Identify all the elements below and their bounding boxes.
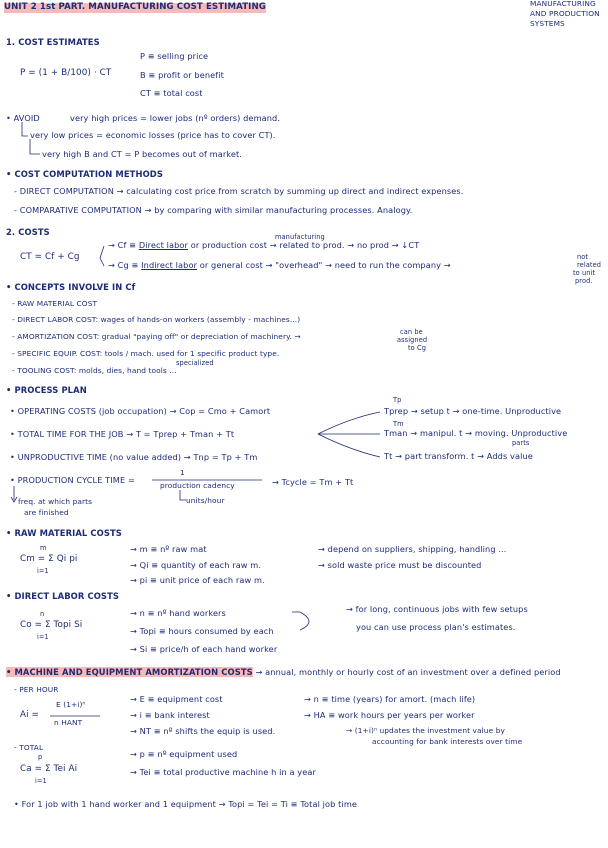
header-topright-3: SYSTEMS	[530, 19, 565, 28]
final-note: • For 1 job with 1 hand worker and 1 equipment → Topi = Tei = Ti ≡ Total job time	[14, 799, 358, 809]
ct-definition: CT ≡ total cost	[140, 88, 203, 98]
cycle-units-hook	[180, 490, 186, 500]
cycle-result: → Tcycle = Tm + Tt	[272, 477, 354, 487]
e-def: → E ≡ equipment cost	[130, 694, 223, 704]
ca-formula: Ca = Σ Tei Ai	[20, 764, 78, 774]
dl-note-2: you can use process plan's estimates.	[356, 622, 516, 632]
operating-costs: • OPERATING COSTS (job occupation) → Cop = Cmo + Camort	[10, 406, 271, 416]
dl-formula: Co = Σ Topi Si	[20, 620, 83, 630]
header-topright-1: MANUFACTURING	[530, 0, 596, 8]
avoid-line-2: very low prices = economic losses (price has to cover CT).	[30, 130, 276, 140]
specific-equip-cost: - SPECIFIC EQUIP. COST: tools / mach. used for 1 specific product type.	[12, 349, 280, 358]
i-def: → i ≡ bank interest	[130, 710, 210, 720]
ct-formula: CT = Cf + Cg	[20, 252, 80, 262]
tp-label: Tp	[393, 396, 402, 404]
ca-sum-lower: i=1	[35, 777, 47, 785]
freq-arrow	[11, 486, 17, 502]
ai-label: Ai =	[20, 710, 40, 720]
rm-pi-def: → pi ≡ unit price of each raw m.	[130, 575, 265, 585]
update-note-2: accounting for bank interests over time	[372, 737, 523, 746]
avoid-label: • AVOID	[6, 113, 40, 123]
amort-note-3: to Cg	[408, 344, 427, 352]
dl-sum-lower: i=1	[37, 633, 49, 641]
freq-line-2: are finished	[24, 508, 69, 517]
cf-post: or production cost → related to prod. → no prod → ↓CT	[190, 240, 420, 250]
tei-def: → Tei ≡ total productive machine h in a year	[130, 767, 316, 777]
dl-sum-upper: n	[40, 610, 45, 618]
tprep-branch: Tprep → setup t → one-time. Unproductive	[384, 406, 562, 416]
dl-si-def: → Si ≡ price/h of each hand worker	[130, 644, 278, 654]
ai-denominator: n HANT	[54, 718, 83, 727]
cg-side-2: related	[577, 261, 602, 269]
rm-note-2: → sold waste price must be discounted	[318, 560, 482, 570]
nt-def: → NT ≡ nº shifts the equip is used.	[130, 726, 276, 736]
dl-note-1: → for long, continuous jobs with few setups	[346, 604, 528, 614]
ha-def: → HA ≡ work hours per years per worker	[304, 710, 475, 720]
manufacturing-note: manufacturing	[275, 233, 325, 241]
cf-direct-labor: Direct labor	[138, 240, 189, 250]
n-def: → n ≡ time (years) for amort. (mach life)	[304, 694, 476, 704]
costs-heading: 2. COSTS	[6, 227, 50, 237]
total-label: - TOTAL	[14, 743, 44, 752]
costs-brace	[100, 246, 104, 266]
rm-sum-upper: m	[40, 544, 47, 552]
ca-sum-upper: p	[38, 753, 43, 761]
specialized-note: specialized	[176, 359, 214, 367]
update-note-1: → (1+i)ⁿ updates the investment value by	[346, 726, 505, 735]
amortization-cost: - AMORTIZATION COST: gradual "paying off" or depreciation of machinery. →	[12, 332, 301, 341]
rm-note-1: → depend on suppliers, shipping, handling ...	[318, 544, 507, 554]
amort-note-2: assigned	[397, 336, 428, 344]
tt-branch: Tt → part transform. t → Adds value	[384, 451, 533, 461]
direct-labor-heading: • DIRECT LABOR COSTS	[6, 591, 120, 601]
cg-indirect-labor: Indirect labor	[141, 260, 198, 270]
selling-price-formula: P = (1 + B/100) · CT	[20, 68, 112, 78]
rm-formula: Cm = Σ Qi pi	[20, 554, 78, 564]
direct-computation: - DIRECT COMPUTATION → calculating cost price from scratch by summing up direct and indirect expenses.	[14, 186, 464, 196]
ai-numerator: E (1+i)ⁿ	[56, 700, 86, 709]
dl-topi-def: → Topi ≡ hours consumed by each	[130, 626, 274, 636]
raw-material-heading: • RAW MATERIAL COSTS	[6, 528, 122, 538]
comparative-computation: - COMPARATIVE COMPUTATION → by comparing with similar manufacturing processes. Analogy.	[14, 205, 413, 215]
b-definition: B ≡ profit or benefit	[140, 70, 224, 80]
amort-note-1: can be	[400, 328, 423, 336]
rm-sum-lower: i=1	[37, 567, 49, 575]
tm-label: Tm	[393, 420, 404, 428]
methods-heading: • COST COMPUTATION METHODS	[6, 169, 163, 179]
avoid-line-3: very high B and CT = P becomes out of market.	[42, 149, 242, 159]
p-def: → p ≡ nº equipment used	[130, 749, 238, 759]
header-topright-2: AND PRODUCTION	[530, 9, 600, 18]
cg-pre: → Cg ≡	[108, 260, 139, 270]
tman-parts: parts	[512, 439, 530, 447]
avoid-connector-2	[30, 139, 40, 154]
machine-heading-tail: → annual, monthly or hourly cost of an investment over a defined period	[255, 667, 561, 677]
cycle-time-label: • PRODUCTION CYCLE TIME =	[10, 475, 135, 485]
cycle-units: units/hour	[186, 496, 225, 505]
cf-pre: → Cf ≡	[108, 240, 137, 250]
topi-curve	[292, 612, 309, 630]
cycle-denominator: production cadency	[160, 481, 235, 490]
cg-post: or general cost → "overhead" → need to run the company →	[199, 260, 451, 270]
direct-labor-cost: - DIRECT LABOR COST: wages of hands-on workers (assembly - machines...)	[12, 315, 301, 324]
concepts-heading: • CONCEPTS INVOLVE IN Cf	[6, 282, 136, 292]
tt-connector	[318, 434, 380, 457]
per-hour-label: - PER HOUR	[14, 685, 59, 694]
avoid-line-1: very high prices = lower jobs (nº orders) demand.	[70, 113, 281, 123]
tman-branch: Tman → manipul. t → moving. Unproductive	[384, 428, 568, 438]
unit-title: UNIT 2 1st PART. MANUFACTURING COST ESTIMATING	[4, 2, 266, 12]
freq-line-1: freq. at which parts	[18, 497, 93, 506]
p-definition: P ≡ selling price	[140, 51, 209, 61]
unproductive-time: • UNPRODUCTIVE TIME (no value added) → Tnp = Tp + Tm	[10, 452, 258, 462]
dl-n-def: → n ≡ nº hand workers	[130, 608, 226, 618]
rm-m-def: → m ≡ nº raw mat	[130, 544, 207, 554]
raw-material-cost: - RAW MATERIAL COST	[12, 299, 98, 308]
process-plan-heading: • PROCESS PLAN	[6, 385, 87, 395]
cg-side-1: not	[577, 253, 589, 261]
cycle-numerator: 1	[180, 468, 185, 477]
tprep-connector	[318, 412, 380, 434]
avoid-connector-1	[22, 122, 28, 136]
machine-heading: • MACHINE AND EQUIPMENT AMORTIZATION COSTS	[6, 667, 253, 677]
total-time: • TOTAL TIME FOR THE JOB → T = Tprep + Tman + Tt	[10, 429, 235, 439]
cg-side-4: prod.	[575, 277, 593, 285]
cost-estimates-heading: 1. COST ESTIMATES	[6, 37, 100, 47]
cg-side-3: to unit	[573, 269, 596, 277]
tooling-cost: - TOOLING COST: molds, dies, hand tools ...	[12, 366, 177, 375]
rm-qi-def: → Qi ≡ quantity of each raw m.	[130, 560, 262, 570]
